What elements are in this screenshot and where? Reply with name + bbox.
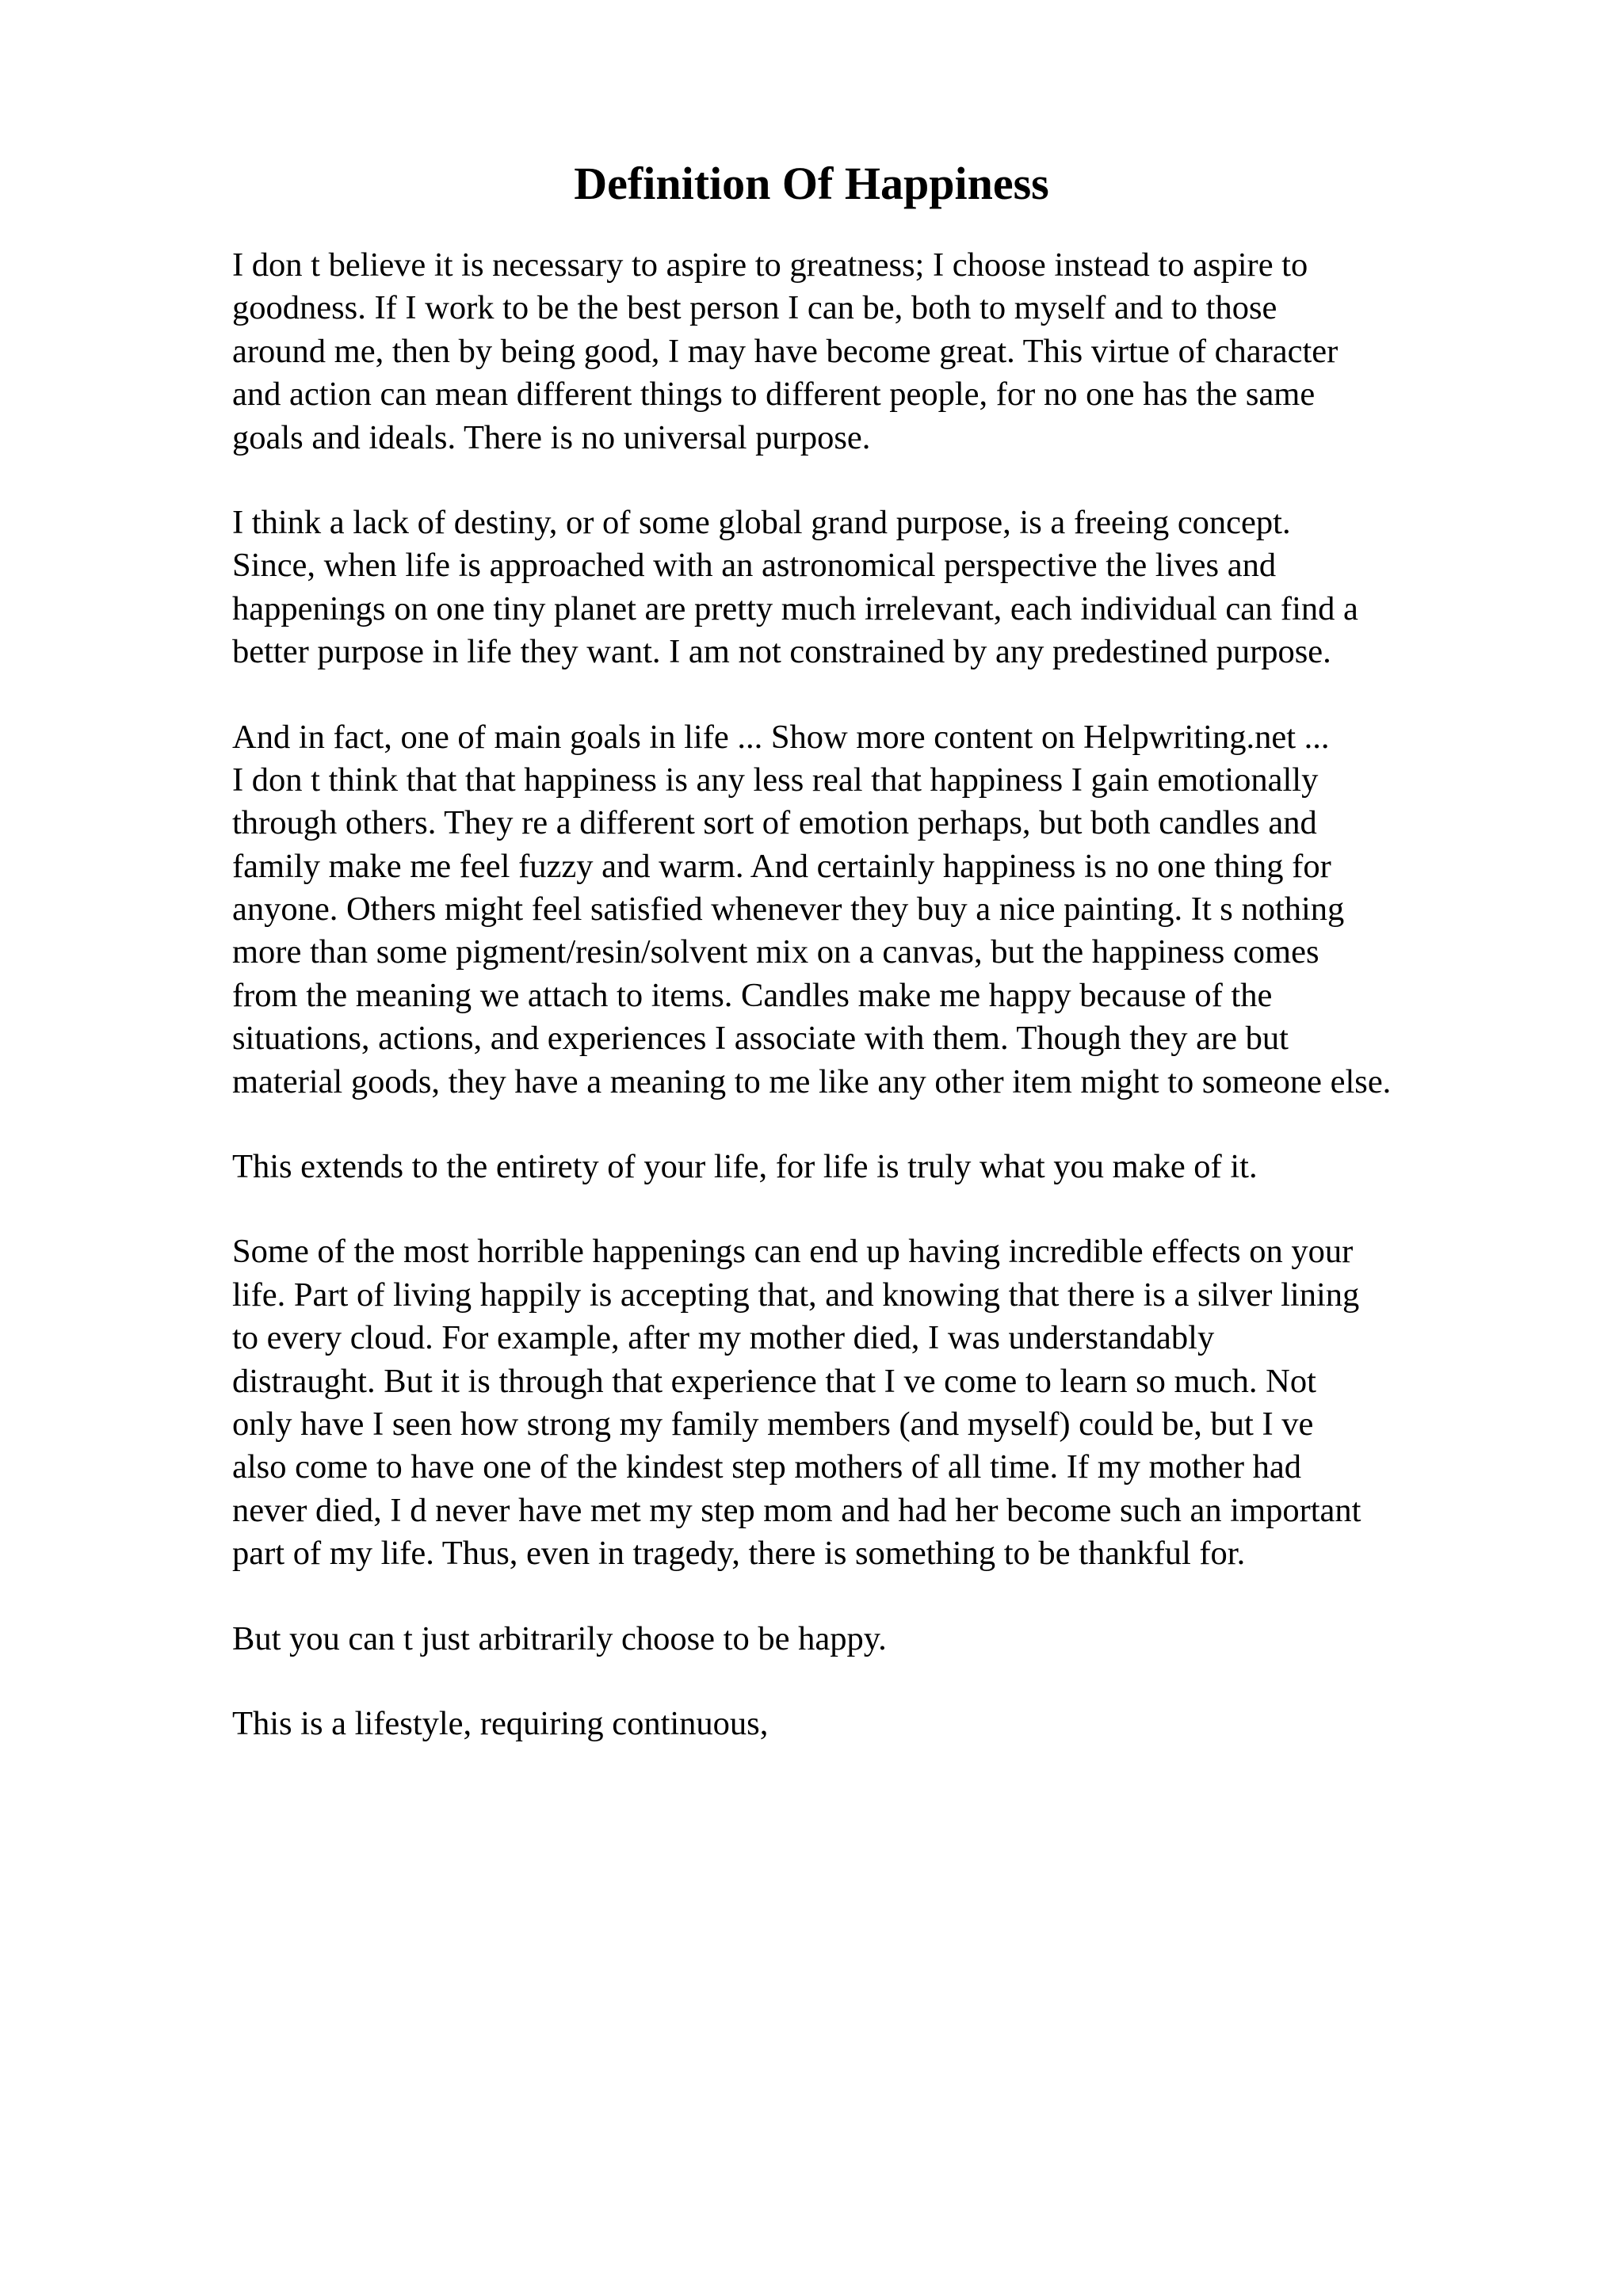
text-line: Some of the most horrible happenings can end up having incredible effects on your: [232, 1233, 1354, 1271]
text-line: I don t think that that happiness is any less real that happiness I gain emotionally: [232, 761, 1319, 799]
text-line: from the meaning we attach to items. Candles make me happy because of the: [232, 976, 1273, 1014]
text-line: material goods, they have a meaning to me like any other item might to someone else.: [232, 1062, 1392, 1100]
text-line: happenings on one tiny planet are pretty much irrelevant, each individual can find a: [232, 589, 1358, 627]
paragraph-2: [232, 502, 1579, 674]
paragraph-1: [232, 244, 1579, 460]
paragraph-4: [232, 1146, 1579, 1188]
text-line: also come to have one of the kindest step mothers of all time. If my mother had: [232, 1448, 1302, 1486]
text-line: life. Part of living happily is accepting that, and knowing that there is a silver lining: [232, 1276, 1360, 1314]
paragraph-5: [232, 1230, 1579, 1575]
text-line: goals and ideals. There is no universal purpose.: [232, 418, 871, 456]
paragraph-6: [232, 1618, 1579, 1661]
document-title: Definition Of Happiness: [574, 158, 1049, 209]
text-line: goodness. If I work to be the best person I can be, both to myself and to those: [232, 289, 1277, 327]
text-line: more than some pigment/resin/solvent mix on a canvas, but the happiness comes: [232, 933, 1319, 971]
text-line: family make me feel fuzzy and warm. And certainly happiness is no one thing for: [232, 847, 1331, 885]
text-line: I don t believe it is necessary to aspire to greatness; I choose instead to aspire to: [232, 246, 1308, 284]
text-line: never died, I d never have met my step mom and had her become such an important: [232, 1491, 1361, 1529]
text-line: This is a lifestyle, requiring continuous,: [232, 1704, 769, 1742]
paragraph-3: [232, 716, 1579, 1104]
text-line: better purpose in life they want. I am not constrained by any predestined purpose.: [232, 633, 1331, 671]
paragraph-7: [232, 1703, 1579, 1745]
text-line: distraught. But it is through that experience that I ve come to learn so much. Not: [232, 1362, 1316, 1400]
text-line: Since, when life is approached with an astronomical perspective the lives and: [232, 547, 1277, 585]
text-line: to every cloud. For example, after my mother died, I was understandably: [232, 1319, 1215, 1357]
document-body: [232, 244, 1579, 1787]
text-line: anyone. Others might feel satisfied whenever they buy a nice painting. It s nothing: [232, 891, 1345, 929]
text-line: and action can mean different things to different people, for no one has the same: [232, 376, 1316, 414]
text-line: only have I seen how strong my family members (and myself) could be, but I ve: [232, 1405, 1314, 1443]
text-line: part of my life. Thus, even in tragedy, there is something to be thankful for.: [232, 1535, 1246, 1573]
text-line: I think a lack of destiny, or of some global grand purpose, is a freeing concept.: [232, 503, 1291, 541]
text-line: And in fact, one of main goals in life ... Show more content on Helpwriting.net ...: [232, 718, 1330, 756]
text-line: around me, then by being good, I may have become great. This virtue of character: [232, 332, 1338, 370]
text-line: situations, actions, and experiences I associate with them. Though they are but: [232, 1020, 1289, 1058]
text-line: But you can t just arbitrarily choose to be happy.: [232, 1619, 887, 1657]
text-line: This extends to the entirety of your life, for life is truly what you make of it.: [232, 1148, 1258, 1186]
text-line: through others. They re a different sort of emotion perhaps, but both candles and: [232, 804, 1317, 842]
